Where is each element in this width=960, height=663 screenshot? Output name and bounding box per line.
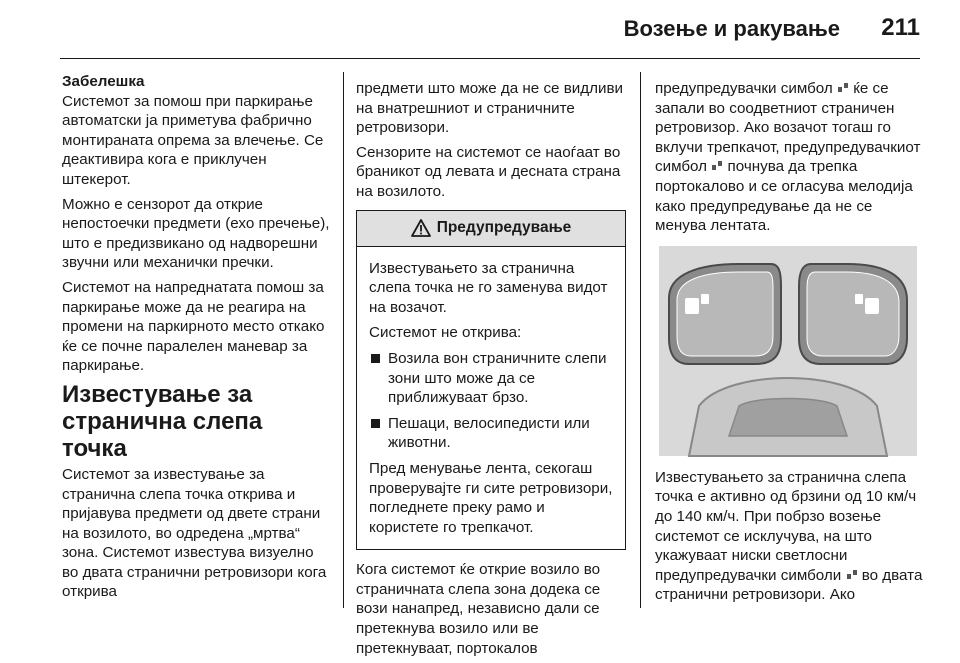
bullet-square-icon: [371, 354, 380, 363]
blind-spot-symbol-icon: [711, 160, 723, 172]
column-divider-1: [343, 72, 344, 608]
warning-paragraph: Известувањето за странична слепа точка не го заменува видот на возачот.: [369, 259, 608, 316]
header-rule: [60, 58, 920, 59]
text-run: Известувањето за странична слепа точка е активно од брзини од 10 км/ч до 140 км/ч. При побрзо возење системот се исклучува, на што укажуваат ниски светлосни предупредувачки симболи: [655, 468, 917, 584]
text-run: во двата странични ретровизори. Ако: [655, 566, 923, 604]
column-divider-2: [640, 72, 641, 608]
text-run: предупредувачки симбол: [655, 80, 833, 97]
warning-body: [357, 247, 625, 550]
paragraph: Можно е сензорот да открие непостоечки предмети (ехо пречење), што е предизвикано од надворешни звучни или механички пречки.: [62, 195, 330, 272]
side-mirror-illustration: [659, 246, 917, 456]
warning-box: [356, 210, 626, 551]
blind-spot-symbol-icon: [846, 569, 858, 581]
text-run: ќе се запали во соодветниот страничен ретровизор. Ако возачот тогаш го вклучи трепкачот, предупредувачкиот симбол: [655, 80, 921, 176]
note-title: Забелешка: [62, 73, 145, 90]
warning-triangle-icon: [411, 219, 431, 237]
warning-paragraph: Пред менување лента, секогаш проверувајте ги сите ретровизори, погледнете преку рамо и користете го трепкачот.: [369, 459, 613, 536]
paragraph: Системот за известување за странична слепа точка открива и пријавува предмети од двете страни на возилото, во одредена „мртва“ зона. Системот известува визуелно во двата странични ретровизори кога открива: [62, 465, 327, 601]
blind-spot-symbol-icon: [837, 82, 849, 94]
list-item-text: Возила вон страничните слепи зони што може да се приближуваат брзо.: [388, 349, 607, 407]
column-3: [655, 79, 923, 610]
text-run: почнува да трепка портокалово и се огласува мелодија како предупредување да не се менува лентата.: [655, 158, 913, 235]
running-title: Возење и ракување: [623, 16, 840, 41]
paragraph: Системот на напреднатата помош за паркирање може да не реагира на промени на паркирното место откако ќе се почне паралелен маневар за паркирање.: [62, 278, 325, 375]
page-number: 211: [881, 14, 920, 41]
paragraph: [655, 79, 923, 236]
list-item: [369, 349, 615, 408]
paragraph: [655, 468, 923, 605]
section-heading: Известување за странична слепа точка: [62, 380, 263, 462]
mirror-drawing: [659, 246, 917, 456]
warning-header: [357, 211, 625, 247]
page-header: [0, 0, 960, 62]
column-2: [356, 79, 626, 663]
warning-title: Предупредување: [436, 219, 572, 237]
column-1: [62, 72, 330, 607]
list-item: [369, 414, 615, 453]
list-item-text: Пешаци, велосипедисти или животни.: [388, 414, 590, 452]
paragraph: Кога системот ќе открие возило во страничната слепа зона додека се вози нанапред, независно дали се претекнува возило или ве претекнуваат, портокалов: [356, 561, 601, 657]
note-paragraph: Системот за помош при паркирање автоматски ја приметува фабрично монтираната опрема за влечење. Се деактивира кога е приклучен штекерот.: [62, 92, 324, 188]
bullet-square-icon: [371, 419, 380, 428]
paragraph: предмети што може да не се видливи на внатрешниот и страничните ретровизори.: [356, 80, 624, 137]
paragraph: Сензорите на системот се наоѓаат во браникот од левата и десната страна на возилото.: [356, 143, 621, 200]
warning-paragraph: Системот не открива:: [369, 324, 522, 342]
